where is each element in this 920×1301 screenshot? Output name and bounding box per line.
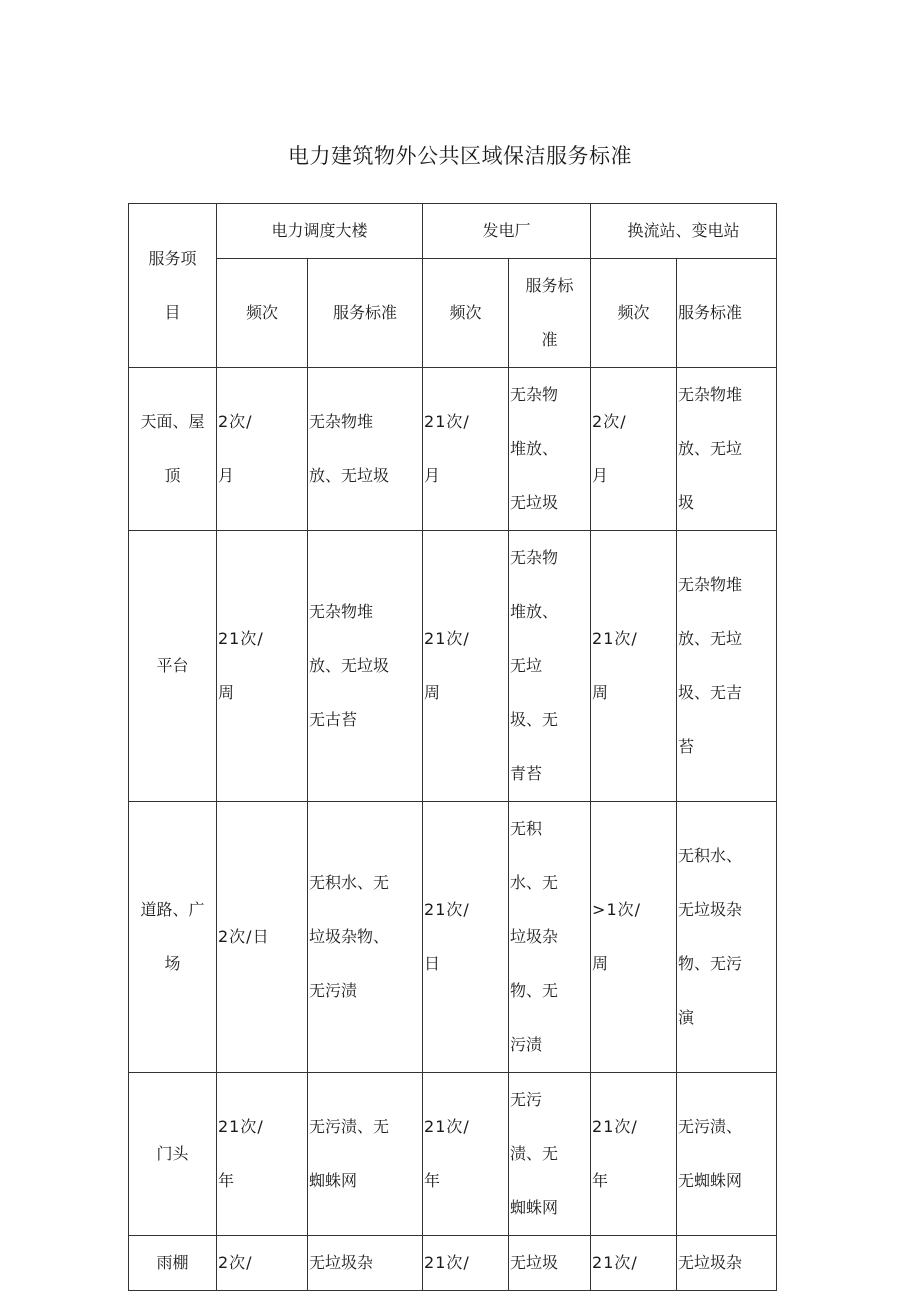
station-frequency: 21次/ — [591, 1236, 677, 1291]
header-group-converter-substation: 换流站、变电站 — [591, 204, 777, 259]
header-station-freq: 频次 — [591, 259, 677, 368]
header-group-dispatch-building: 电力调度大楼 — [217, 204, 423, 259]
table-row — [129, 368, 777, 531]
header-dispatch-standard: 服务标准 — [308, 259, 423, 368]
dispatch-standard: 无污渍、无 蜘蛛网 — [308, 1073, 423, 1236]
plant-standard: 无积 水、无 垃圾杂 物、无 污渍 — [509, 802, 591, 1073]
row-item: 门头 — [129, 1073, 217, 1236]
row-item: 道路、广 场 — [129, 802, 217, 1073]
station-standard: 无积水、 无垃圾杂 物、无污 演 — [677, 802, 777, 1073]
table-row — [129, 1073, 777, 1236]
row-item: 天面、屋 顶 — [129, 368, 217, 531]
row-item: 平台 — [129, 531, 217, 802]
dispatch-frequency: 21次/ 年 — [217, 1073, 308, 1236]
plant-standard: 无杂物 堆放、 无垃 圾、无 青苔 — [509, 531, 591, 802]
row-item: 雨棚 — [129, 1236, 217, 1291]
plant-frequency: 21次/ 年 — [423, 1073, 509, 1236]
dispatch-standard: 无杂物堆 放、无垃圾 — [308, 368, 423, 531]
dispatch-frequency: 2次/ — [217, 1236, 308, 1291]
station-standard: 无杂物堆 放、无垃 圾、无吉 苔 — [677, 531, 777, 802]
header-service-item: 服务项 目 — [129, 204, 217, 368]
table-row — [129, 1236, 777, 1291]
dispatch-frequency: 2次/ 月 — [217, 368, 308, 531]
header-group-power-plant: 发电厂 — [423, 204, 591, 259]
station-frequency: 21次/ 年 — [591, 1073, 677, 1236]
plant-frequency: 21次/ 月 — [423, 368, 509, 531]
page-title: 电力建筑物外公共区域保洁服务标准 — [288, 144, 632, 168]
plant-frequency: 21次/ — [423, 1236, 509, 1291]
plant-standard: 无杂物 堆放、 无垃圾 — [509, 368, 591, 531]
plant-frequency: 21次/ 周 — [423, 531, 509, 802]
dispatch-standard: 无积水、无 垃圾杂物、 无污渍 — [308, 802, 423, 1073]
header-row-groups — [129, 204, 777, 259]
plant-standard: 无污 渍、无 蜘蛛网 — [509, 1073, 591, 1236]
plant-standard: 无垃圾 — [509, 1236, 591, 1291]
header-station-standard: 服务标准 — [677, 259, 777, 368]
station-frequency: 2次/ 月 — [591, 368, 677, 531]
station-frequency: 21次/ 周 — [591, 531, 677, 802]
station-standard: 无污渍、 无蜘蛛网 — [677, 1073, 777, 1236]
table-row — [129, 802, 777, 1073]
station-standard: 无杂物堆 放、无垃 圾 — [677, 368, 777, 531]
station-frequency: >1次/ 周 — [591, 802, 677, 1073]
table-row — [129, 531, 777, 802]
dispatch-standard: 无垃圾杂 — [308, 1236, 423, 1291]
dispatch-standard: 无杂物堆 放、无垃圾 无古苔 — [308, 531, 423, 802]
plant-frequency: 21次/ 日 — [423, 802, 509, 1073]
header-dispatch-freq: 频次 — [217, 259, 308, 368]
header-plant-standard: 服务标 准 — [509, 259, 591, 368]
header-plant-freq: 频次 — [423, 259, 509, 368]
dispatch-frequency: 2次/日 — [217, 802, 308, 1073]
dispatch-frequency: 21次/ 周 — [217, 531, 308, 802]
station-standard: 无垃圾杂 — [677, 1236, 777, 1291]
header-row-sub — [129, 259, 777, 368]
cleaning-standards-table — [128, 203, 777, 1291]
